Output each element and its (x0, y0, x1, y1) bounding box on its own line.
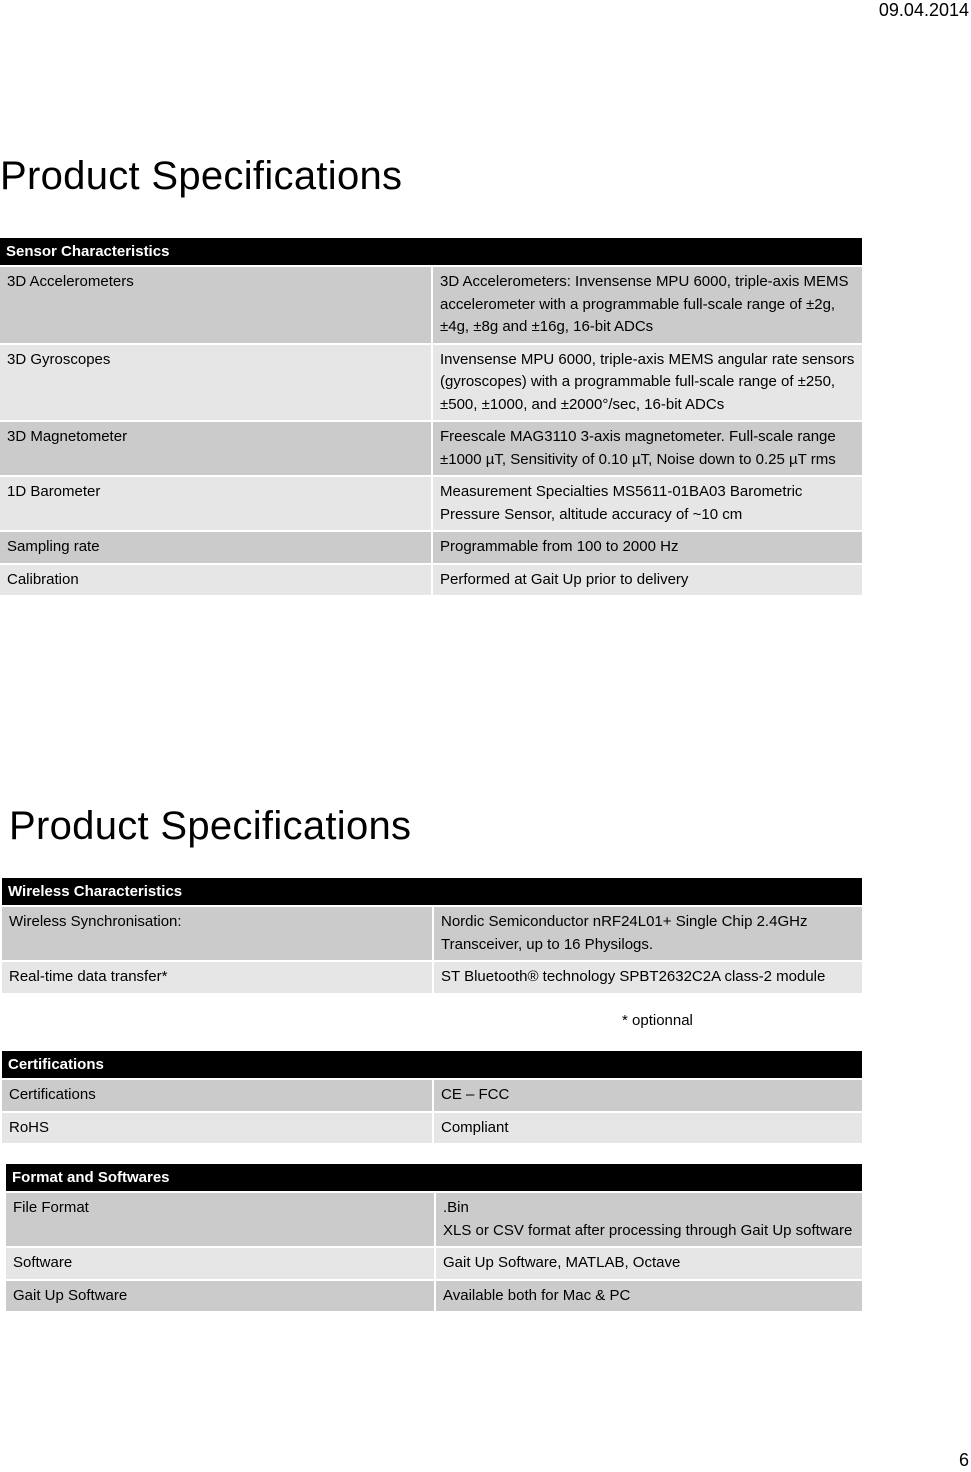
row-label: RoHS (2, 1111, 432, 1144)
row-value: ST Bluetooth® technology SPBT2632C2A class-2 module (432, 960, 862, 993)
page-number: 6 (958, 1450, 969, 1470)
section2-title: Product Specifications (9, 804, 412, 848)
table-row (0, 530, 862, 563)
table-header: Format and Softwares (6, 1164, 862, 1191)
row-value: Available both for Mac & PC (434, 1279, 862, 1312)
wireless-characteristics-table (2, 878, 862, 993)
row-label: Wireless Synchronisation: (2, 905, 432, 960)
row-label: 3D Magnetometer (0, 420, 431, 475)
row-value-line: .Bin (443, 1199, 469, 1216)
table-row (2, 960, 862, 993)
row-label: Calibration (0, 563, 431, 596)
row-label: Sampling rate (0, 530, 431, 563)
row-label: File Format (6, 1191, 434, 1246)
row-label: 3D Accelerometers (0, 265, 431, 343)
table-row (0, 420, 862, 475)
section1-title: Product Specifications (0, 154, 403, 198)
row-value: Nordic Semiconductor nRF24L01+ Single Chip 2.4GHz Transceiver, up to 16 Physilogs. (432, 905, 862, 960)
row-value: Performed at Gait Up prior to delivery (431, 563, 862, 596)
certifications-table (2, 1051, 862, 1143)
row-value: Programmable from 100 to 2000 Hz (431, 530, 862, 563)
row-value: Gait Up Software, MATLAB, Octave (434, 1246, 862, 1279)
table-header: Sensor Characteristics (0, 238, 862, 265)
row-label: 3D Gyroscopes (0, 343, 431, 421)
table-row (0, 265, 862, 343)
row-value-line: XLS or CSV format after processing through Gait Up software (443, 1221, 853, 1239)
table-header: Wireless Characteristics (2, 878, 862, 905)
table-row (2, 905, 862, 960)
sensor-characteristics-table (0, 238, 862, 595)
table-row (0, 343, 862, 421)
format-and-softwares-table (6, 1164, 862, 1311)
row-value: CE – FCC (432, 1078, 862, 1111)
row-label: Gait Up Software (6, 1279, 434, 1312)
row-value: Invensense MPU 6000, triple-axis MEMS angular rate sensors (gyroscopes) with a programmable full-scale range of ±250, ±500, ±1000, and ±2000°/sec, 16-bit ADCs (431, 343, 862, 421)
table-row (0, 563, 862, 596)
row-value: 3D Accelerometers: Invensense MPU 6000, triple-axis MEMS accelerometer with a programmable full-scale range of ±2g, ±4g, ±8g and ±16g, 16-bit ADCs (431, 265, 862, 343)
table-row (6, 1279, 862, 1312)
table-header: Certifications (2, 1051, 862, 1078)
table-row (6, 1246, 862, 1279)
row-label: Certifications (2, 1078, 432, 1111)
table-row (0, 475, 862, 530)
row-value: Compliant (432, 1111, 862, 1144)
row-value: Freescale MAG3110 3-axis magnetometer. Full-scale range ±1000 µT, Sensitivity of 0.10 µT, Noise down to 0.25 µT rms (431, 420, 862, 475)
row-label: Real-time data transfer* (2, 960, 432, 993)
row-value: Measurement Specialties MS5611-01BA03 Barometric Pressure Sensor, altitude accuracy of ~10 cm (431, 475, 862, 530)
row-label: Software (6, 1246, 434, 1279)
slide-date: 09.04.2014 (878, 0, 969, 20)
table-row (2, 1111, 862, 1144)
row-value (434, 1191, 862, 1246)
table-row (6, 1191, 862, 1246)
row-label: 1D Barometer (0, 475, 431, 530)
optional-footnote: * optionnal (622, 1012, 693, 1029)
table-row (2, 1078, 862, 1111)
